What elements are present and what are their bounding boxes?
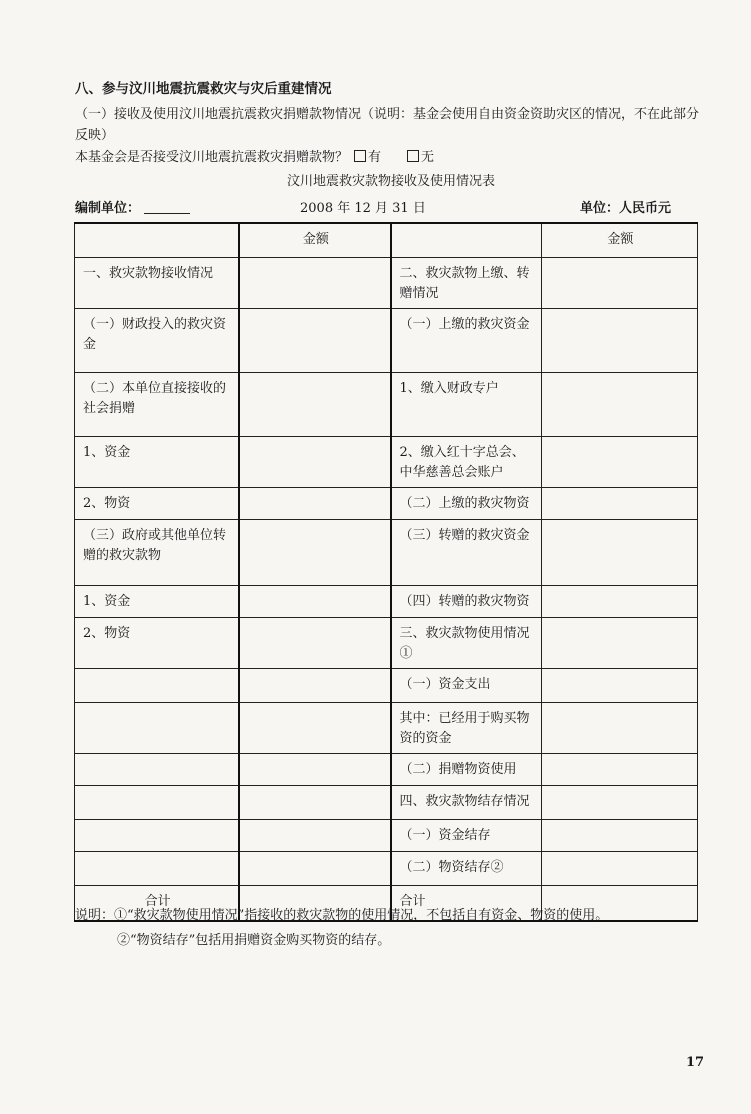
- compiling-unit-label: 编制单位：: [75, 201, 141, 216]
- left-amount-cell[interactable]: [239, 308, 390, 372]
- right-item: （三）转赠的救灾资金: [391, 519, 542, 585]
- header-amount-left: 金额: [239, 223, 390, 257]
- left-amount-cell[interactable]: [239, 785, 390, 819]
- left-item: 一、救灾款物接收情况: [75, 257, 240, 308]
- left-item: 1、资金: [75, 585, 240, 617]
- left-item: [75, 753, 240, 785]
- left-amount-cell[interactable]: [239, 702, 390, 753]
- right-amount-cell[interactable]: [541, 785, 697, 819]
- right-amount-cell[interactable]: [541, 585, 697, 617]
- left-item: [75, 851, 240, 885]
- left-item: [75, 819, 240, 851]
- right-amount-cell[interactable]: [541, 668, 697, 702]
- note-1: 说明：①“救灾款物使用情况”指接收的救灾款物的使用情况，不包括自有资金、物资的使用。: [75, 908, 609, 923]
- right-amount-cell[interactable]: [541, 487, 697, 519]
- report-date: 2008 年 12 月 31 日: [300, 201, 426, 216]
- subsection-title: （一）接收及使用汶川地震抗震救灾捐赠款物情况（说明：基金会使用自由资金资助灾区的情况，不在此部分反映）: [75, 107, 700, 143]
- right-item: （一）资金支出: [391, 668, 542, 702]
- right-amount-cell[interactable]: [541, 257, 697, 308]
- right-item: （二）捐赠物资使用: [391, 753, 542, 785]
- right-amount-cell[interactable]: [541, 753, 697, 785]
- left-item: （三）政府或其他单位转赠的救灾款物: [75, 519, 240, 585]
- relief-ledger-table: [74, 222, 698, 922]
- right-item: 三、救灾款物使用情况①: [391, 617, 542, 668]
- left-amount-cell[interactable]: [239, 753, 390, 785]
- left-total-label: 合计: [75, 885, 240, 921]
- left-item: （一）财政投入的救灾资金: [75, 308, 240, 372]
- table-title: 汶川地震救灾款物接收及使用情况表: [287, 174, 496, 189]
- left-amount-cell[interactable]: [239, 487, 390, 519]
- right-amount-cell[interactable]: [541, 617, 697, 668]
- right-item: （二）上缴的救灾物资: [391, 487, 542, 519]
- section-title: 八、参与汶川地震抗震救灾与灾后重建情况: [75, 81, 332, 97]
- right-item: （二）物资结存②: [391, 851, 542, 885]
- checkbox-yes[interactable]: [354, 150, 366, 162]
- compiling-unit-blank[interactable]: [144, 199, 190, 214]
- checkbox-no[interactable]: [407, 150, 419, 162]
- right-item: 二、救灾款物上缴、转赠情况: [391, 257, 542, 308]
- right-amount-cell[interactable]: [541, 702, 697, 753]
- right-amount-cell[interactable]: [541, 308, 697, 372]
- left-amount-cell[interactable]: [239, 668, 390, 702]
- right-amount-cell[interactable]: [541, 436, 697, 487]
- right-amount-cell[interactable]: [541, 372, 697, 436]
- left-item: 2、物资: [75, 617, 240, 668]
- right-item: （四）转赠的救灾物资: [391, 585, 542, 617]
- question-text: 本基金会是否接受汶川地震抗震救灾捐赠款物？: [75, 150, 349, 165]
- option-yes-label: 有: [368, 150, 382, 165]
- left-item: [75, 702, 240, 753]
- right-item: （一）上缴的救灾资金: [391, 308, 542, 372]
- left-item: [75, 785, 240, 819]
- left-amount-cell[interactable]: [239, 617, 390, 668]
- right-item: 其中：已经用于购买物资的资金: [391, 702, 542, 753]
- left-amount-cell[interactable]: [239, 819, 390, 851]
- right-total-label: 合计: [391, 885, 542, 921]
- left-item: 2、物资: [75, 487, 240, 519]
- right-item: 四、救灾款物结存情况: [391, 785, 542, 819]
- right-amount-cell[interactable]: [541, 519, 697, 585]
- left-amount-cell[interactable]: [239, 519, 390, 585]
- left-item: 1、资金: [75, 436, 240, 487]
- left-item: [75, 668, 240, 702]
- page-number: 17: [686, 1055, 705, 1070]
- currency-unit: 单位：人民币元: [580, 201, 672, 216]
- right-item: 2、缴入红十字总会、中华慈善总会账户: [391, 436, 542, 487]
- right-amount-cell[interactable]: [541, 819, 697, 851]
- note-2: ②“物资结存”包括用捐赠资金购买物资的结存。: [117, 933, 391, 948]
- header-blank-right: [391, 223, 542, 257]
- compiling-unit: [75, 199, 190, 219]
- left-amount-cell[interactable]: [239, 436, 390, 487]
- header-amount-right: 金额: [541, 223, 697, 257]
- right-amount-cell[interactable]: [541, 851, 697, 885]
- left-amount-cell[interactable]: [239, 257, 390, 308]
- header-blank-left: [75, 223, 240, 257]
- left-item: （二）本单位直接接收的社会捐赠: [75, 372, 240, 436]
- left-amount-cell[interactable]: [239, 372, 390, 436]
- left-amount-cell[interactable]: [239, 585, 390, 617]
- right-item: 1、缴入财政专户: [391, 372, 542, 436]
- acceptance-question: [75, 148, 434, 168]
- option-no-label: 无: [421, 150, 435, 165]
- left-amount-cell[interactable]: [239, 851, 390, 885]
- right-item: （一）资金结存: [391, 819, 542, 851]
